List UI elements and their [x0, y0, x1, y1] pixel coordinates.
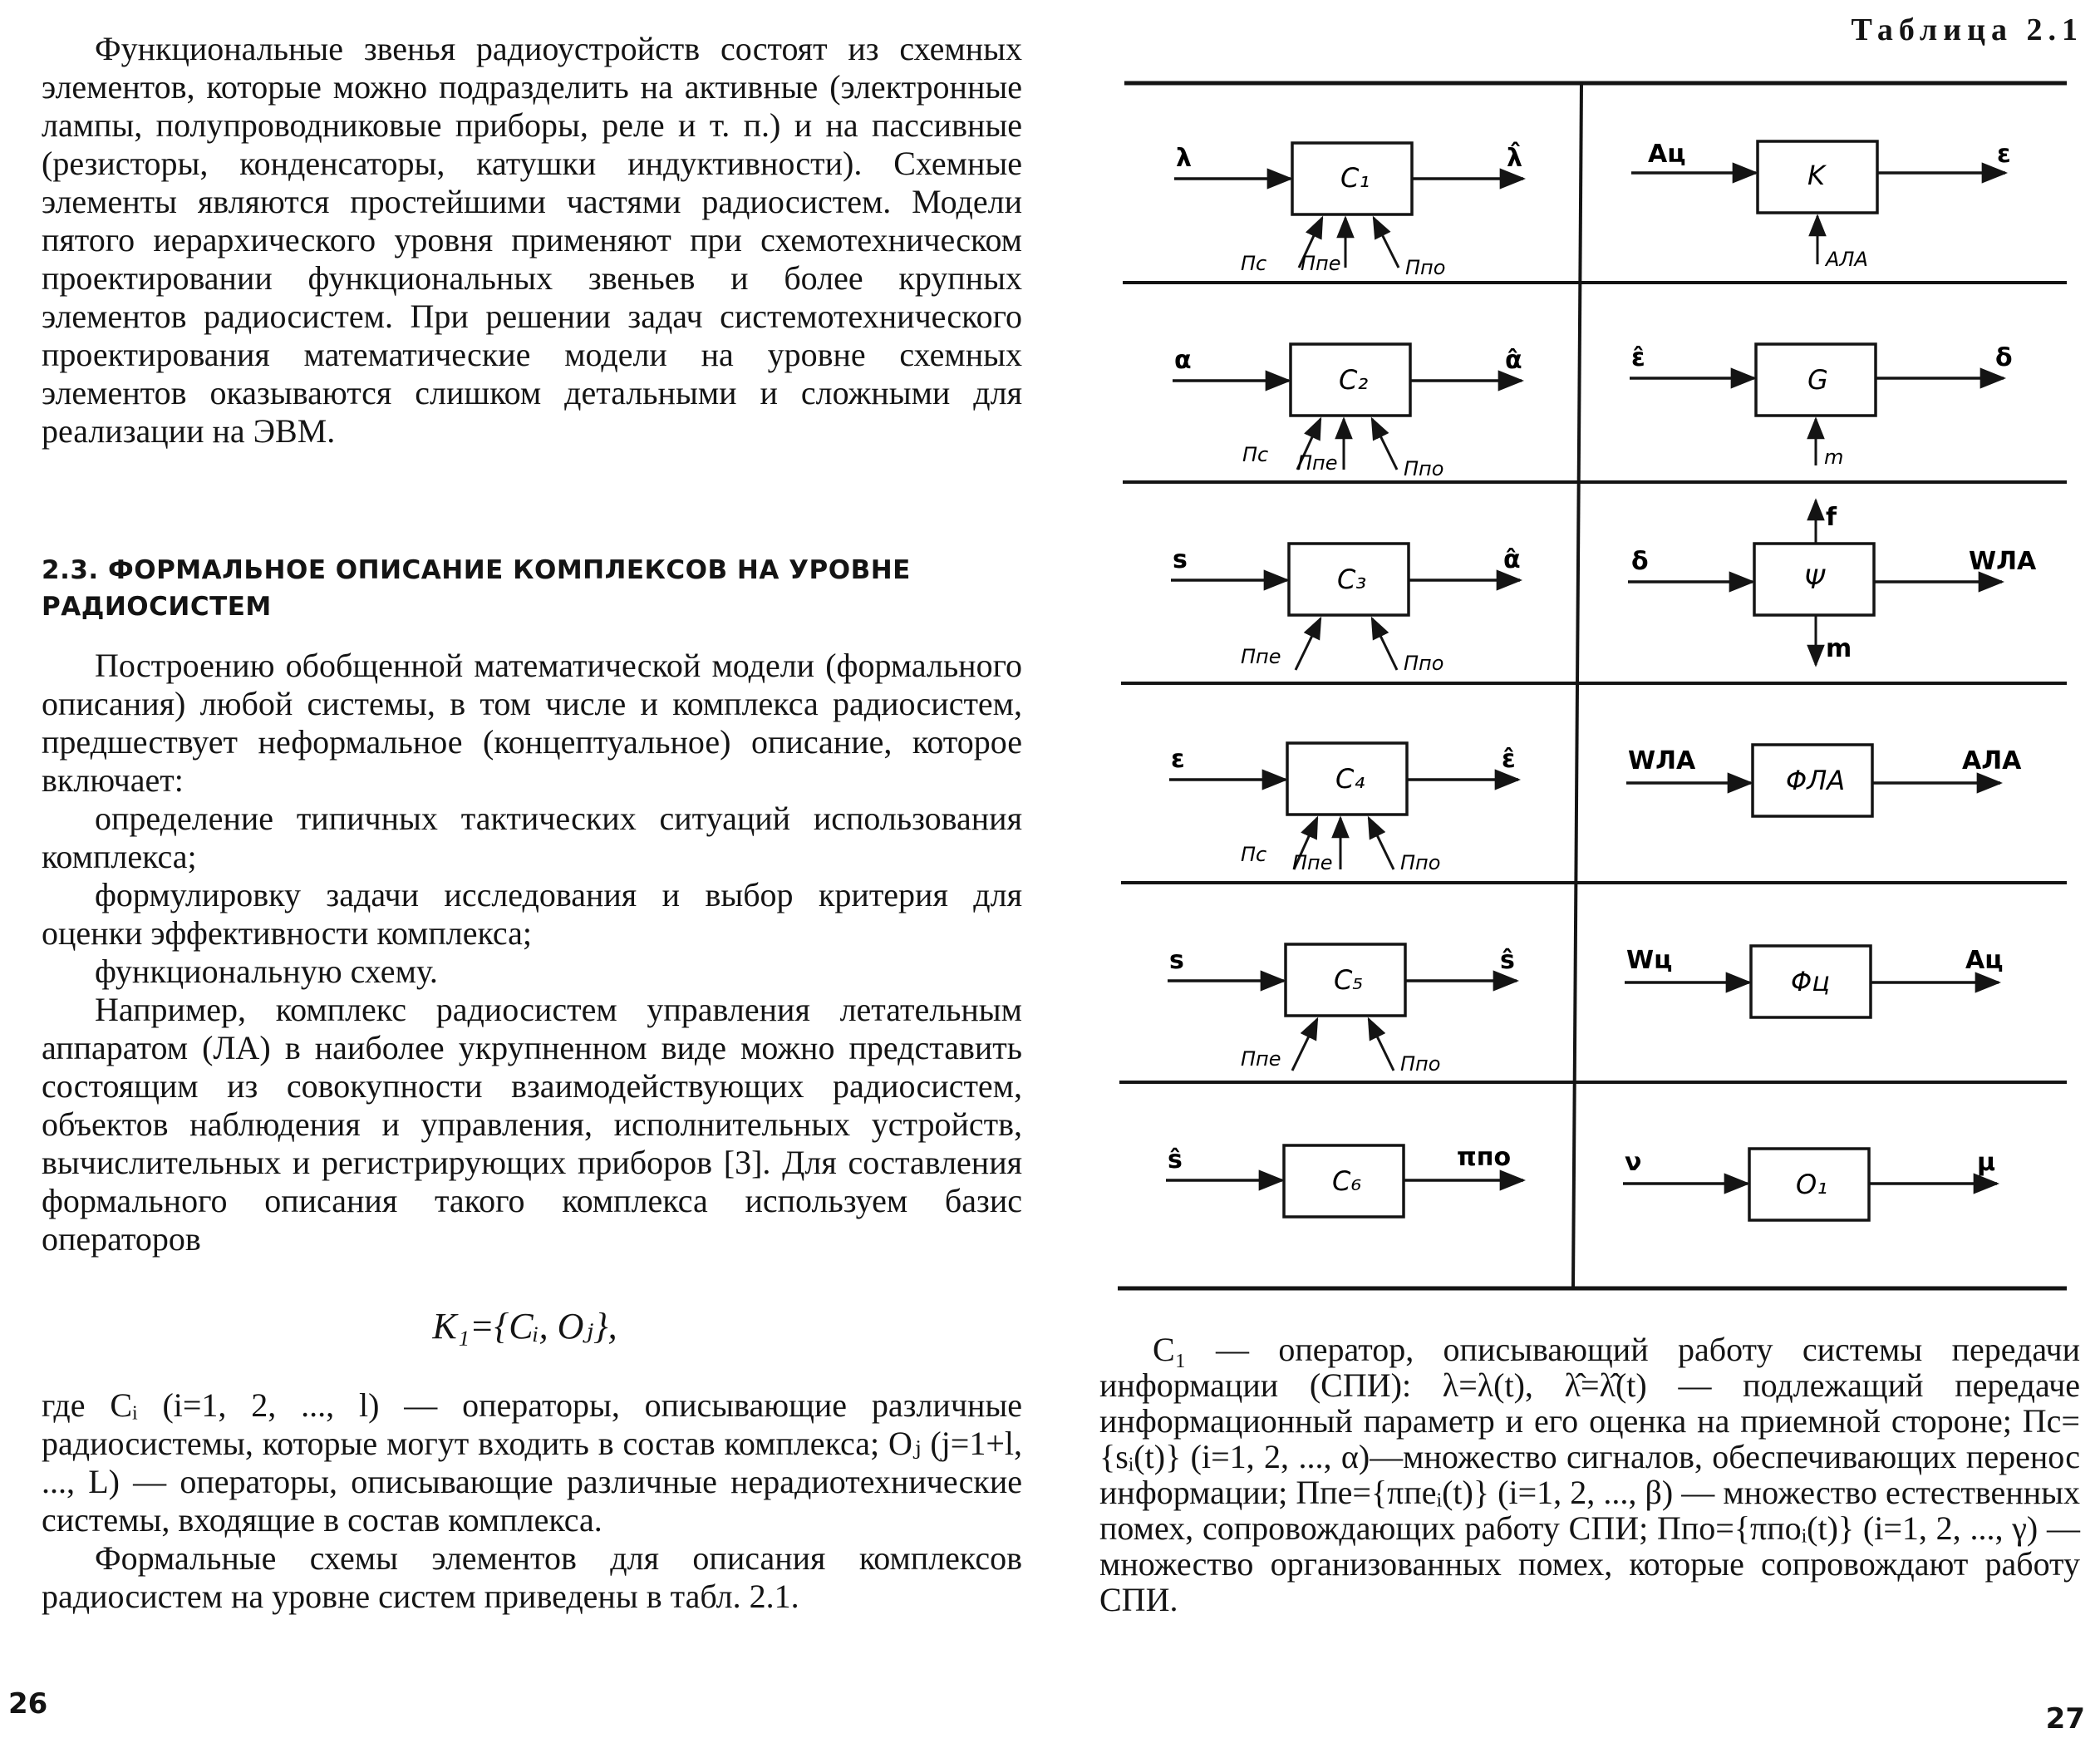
- output-label: α̂: [1503, 545, 1521, 574]
- bottom-output-label: m: [1826, 634, 1852, 663]
- row-1-left-cell: [1174, 141, 1523, 279]
- left-lower-text: [42, 1386, 1022, 1616]
- operator-label: Ψ: [1804, 564, 1826, 595]
- noise-label: Ппо: [1404, 652, 1444, 675]
- input-label: ε̂: [1631, 343, 1645, 372]
- operator-label: G: [1807, 364, 1828, 396]
- input-label: λ: [1176, 144, 1192, 173]
- operator-label: C₃: [1337, 564, 1367, 595]
- row-6-left-cell: [1166, 1143, 1523, 1217]
- operator-label: K: [1807, 160, 1825, 191]
- input-label: ν: [1625, 1148, 1642, 1177]
- noise-arrow: [1369, 818, 1394, 869]
- noise-arrow: [1372, 618, 1397, 670]
- top-output-label: f: [1826, 503, 1837, 532]
- output-label: ε̂: [1502, 745, 1516, 774]
- output-label: α̂: [1505, 346, 1522, 375]
- row-5-left-cell: [1168, 944, 1517, 1076]
- row-2-left-cell: [1173, 344, 1522, 480]
- table-2-1-diagram: [1050, 0, 2100, 1313]
- noise-arrow: [1369, 1019, 1394, 1071]
- paragraph-1: Функциональные звенья радиоустройств состоят из схемных элементов, которые можно подразделить на активные (электронные лампы, полупроводниковые приборы, реле и т. п.) и на пассивные (резисторы, конденсаторы, катушки индуктивности). Схемные элементы являются простейшими частями радиосистем. Модели пятого иерархического уровня применяют при схемотехническом проектировании функциональных звеньев и более крупных элементов радиосистем. При решении задач системотехнического проектирования математические модели на уровне схемных элементов оказываются слишком детальными и сложными для реализации на ЭВМ.: [42, 30, 1022, 450]
- noise-label: Пс: [1241, 843, 1267, 866]
- left-body-text: [42, 647, 1022, 1258]
- input-label: WЛА: [1628, 746, 1696, 775]
- noise-label: Ппо: [1404, 457, 1444, 480]
- output-label: WЛА: [1969, 547, 2037, 576]
- output-label: Aц: [1965, 946, 2004, 975]
- operator-label: C₆: [1332, 1165, 1362, 1197]
- formula: K₁={Cᵢ, Oⱼ},: [432, 1306, 617, 1347]
- operator-label: C₅: [1334, 964, 1364, 996]
- paragraph-5: Формальные схемы элементов для описания комплексов радиосистем на уровне систем приведены в табл. 2.1.: [42, 1539, 1022, 1615]
- row-6-right-cell: [1623, 1148, 1997, 1220]
- extra-input-label: m: [1824, 446, 1844, 469]
- list-item: функциональную схему.: [95, 953, 438, 990]
- noise-label: Ппе: [1241, 1047, 1281, 1071]
- table-caption: [1099, 1332, 2080, 1617]
- noise-label: Ппе: [1292, 851, 1333, 874]
- output-label: πпо: [1457, 1143, 1512, 1172]
- noise-label: Ппе: [1241, 645, 1281, 668]
- left-intro-text: [42, 30, 1022, 451]
- output-label: λ̂: [1507, 144, 1522, 173]
- operator-label: C₄: [1335, 763, 1365, 795]
- noise-arrow: [1374, 218, 1399, 268]
- noise-arrow: [1296, 618, 1320, 670]
- page-number-right: 27: [2045, 1702, 2085, 1736]
- input-label: Aц: [1648, 140, 1686, 169]
- page-number-left: 26: [8, 1687, 48, 1721]
- paragraph-3: Например, комплекс радиосистем управления летательным аппаратом (ЛА) в наиболее укрупненном виде можно представить состоящим из совокупности взаимодействующих радиосистем, объектов наблюдения и управления, исполнительных устройств, вычислительных и регистрирующих приборов [3]. Для составления формального описания такого комплекса используем базис операторов: [42, 991, 1022, 1258]
- row-4-right-cell: [1626, 745, 2022, 816]
- input-label: s: [1169, 946, 1184, 975]
- table-title: Таблица 2.1: [1851, 12, 2083, 47]
- list-item: определение типичных тактических ситуаций использования комплекса;: [42, 800, 1022, 875]
- output-label: AЛА: [1962, 746, 2022, 775]
- output-label: δ: [1995, 343, 2013, 372]
- operator-label: C₂: [1339, 364, 1369, 396]
- noise-label: Пс: [1241, 252, 1267, 275]
- row-1-right-cell: [1631, 140, 2011, 271]
- noise-label: Ппо: [1405, 256, 1446, 279]
- operator-label: O₁: [1796, 1169, 1828, 1200]
- input-label: Wц: [1626, 946, 1673, 975]
- input-label: s: [1173, 545, 1188, 574]
- section-heading: 2.3. ФОРМАЛЬНОЕ ОПИСАНИЕ КОМПЛЕКСОВ НА УРОВНЕ РАДИОСИСТЕМ: [42, 555, 911, 622]
- noise-arrow: [1372, 419, 1397, 470]
- operator-label: ΦЛА: [1786, 765, 1846, 796]
- noise-label: Ппе: [1297, 451, 1338, 475]
- row-4-left-cell: [1169, 743, 1518, 874]
- operator-label: C₁: [1340, 162, 1370, 194]
- right-page: [1050, 0, 2100, 1738]
- output-label: μ: [1977, 1148, 1996, 1177]
- row-2-right-cell: [1630, 343, 2013, 469]
- row-3-right-cell: [1628, 500, 2037, 665]
- table-divider: [1573, 83, 1581, 1288]
- input-label: ŝ: [1168, 1145, 1183, 1174]
- output-label: ŝ: [1500, 946, 1515, 975]
- extra-input-label: AЛА: [1826, 248, 1868, 271]
- noise-label: Ппе: [1301, 252, 1341, 275]
- input-label: ε: [1171, 745, 1185, 774]
- caption-text: C₁ — оператор, описывающий работу системы передачи информации (СПИ): λ=λ(t), λ̂=λ̂(t) — подлежащий передаче информационный параметр и его оценка на приемной стороне; Пс={sᵢ(t)} (i=1, 2, ..., α)—множество сигналов, обеспечивающих перенос информации; Ппе={πпеᵢ(t)} (i=1, 2, ..., β) — множество естественных помех, сопровождающих работу СПИ; Ппо={πпоᵢ(t)} (i=1, 2, ..., γ) — множество организованных помех, которые сопровождают работу СПИ.: [1099, 1331, 2080, 1618]
- paragraph-2: Построению обобщенной математической модели (формального описания) любой системы, в том числе и комплекса радиосистем, предшествует неформальное (концептуальное) описание, которое включает:: [42, 647, 1022, 799]
- input-label: α: [1174, 346, 1192, 375]
- paragraph-4: где Cᵢ (i=1, 2, ..., l) — операторы, описывающие различные радиосистемы, которые могут входить в состав комплекса; Oⱼ (j=1+l, ..., L) — операторы, описывающие различные нерадиотехнические системы, входящие в состав комплекса.: [42, 1386, 1022, 1539]
- noise-arrow: [1292, 1019, 1317, 1071]
- row-5-right-cell: [1625, 946, 2003, 1017]
- noise-label: Ппо: [1400, 1052, 1441, 1076]
- input-label: δ: [1631, 547, 1649, 576]
- noise-label: Пс: [1242, 443, 1269, 466]
- noise-label: Ппо: [1400, 851, 1441, 874]
- list-item: формулировку задачи исследования и выбор критерия для оценки эффективности комплекса;: [42, 876, 1022, 952]
- row-3-left-cell: [1171, 544, 1521, 675]
- output-label: ε: [1997, 140, 2011, 169]
- operator-label: Φц: [1791, 966, 1830, 997]
